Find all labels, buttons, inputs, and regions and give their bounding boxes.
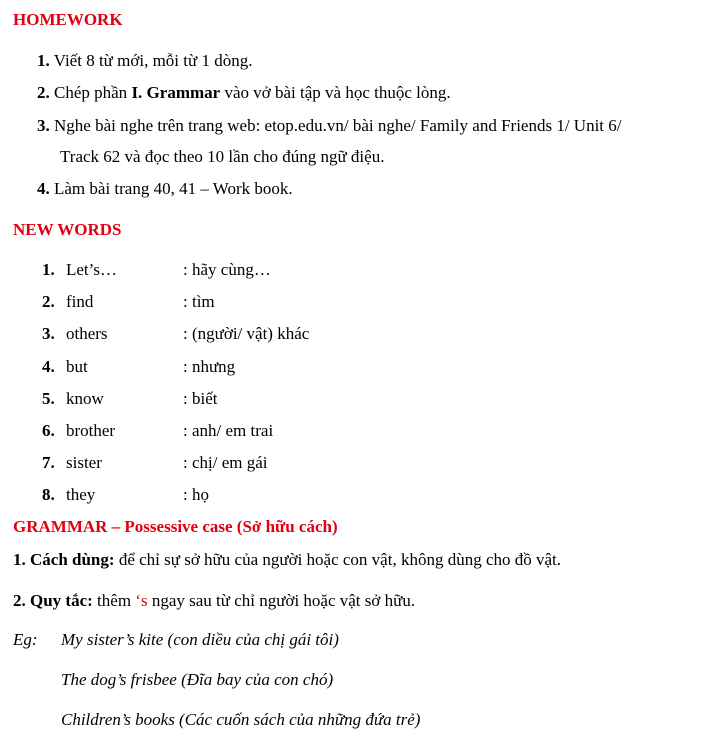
homework-item: 4. Làm bài trang 40, 41 – Work book. (37, 179, 293, 198)
word-term: sister (66, 453, 102, 473)
example-item: Children’s books (Các cuốn sách của những đứa trẻ) (61, 710, 421, 729)
word-number: 3. (42, 324, 55, 344)
word-term: Let’s… (66, 260, 117, 279)
word-term: find (66, 292, 94, 312)
word-meaning: : tìm (183, 292, 215, 312)
word-term: brother (66, 421, 116, 440)
new-words-heading: NEW WORDS (13, 220, 122, 239)
homework-item: 1. Viết 8 từ mới, mỗi từ 1 dòng. (37, 51, 253, 70)
homework-item-continued: Track 62 và đọc theo 10 lần cho đúng ngữ điệu. (60, 147, 385, 166)
word-number: 5. (42, 388, 55, 408)
word-number: 4. (42, 356, 55, 376)
word-meaning: : hãy cùng… (183, 260, 271, 279)
word-number: 6. (42, 421, 55, 440)
homework-item: 3. Nghe bài nghe trên trang web: etop.edu.vn/ bài nghe/ Family and Friends 1/ Unit 6/ (37, 116, 622, 135)
word-meaning: : (người/ vật) khác (183, 324, 310, 344)
word-meaning: : biết (183, 388, 218, 408)
word-term: know (66, 388, 104, 408)
homework-heading: HOMEWORK (13, 10, 123, 29)
word-meaning: : nhưng (183, 356, 236, 376)
example-item: My sister’s kite (con diều của chị gái tôi) (61, 630, 339, 649)
grammar-usage: 1. Cách dùng: để chỉ sự sở hữu của người hoặc con vật, không dùng cho đồ vật. (13, 550, 562, 569)
word-meaning: : họ (183, 485, 209, 505)
word-term: others (66, 324, 108, 344)
word-meaning: : anh/ em trai (183, 421, 274, 440)
word-number: 2. (42, 292, 55, 312)
homework-item: 2. Chép phần I. Grammar vào vở bài tập và học thuộc lòng. (37, 83, 451, 102)
word-term: but (66, 356, 88, 376)
word-number: 8. (42, 485, 55, 505)
example-item: The dog’s frisbee (Đĩa bay của con chó) (61, 670, 334, 689)
grammar-heading: GRAMMAR – Possessive case (Sở hữu cách) (13, 517, 338, 536)
word-number: 7. (42, 453, 55, 473)
grammar-rule: 2. Quy tắc: thêm ‘s ngay sau từ chỉ người hoặc vật sở hữu. (13, 591, 416, 610)
word-number: 1. (42, 260, 55, 279)
word-term: they (66, 485, 96, 505)
word-meaning: : chị/ em gái (183, 453, 268, 473)
example-label: Eg: (13, 630, 38, 649)
